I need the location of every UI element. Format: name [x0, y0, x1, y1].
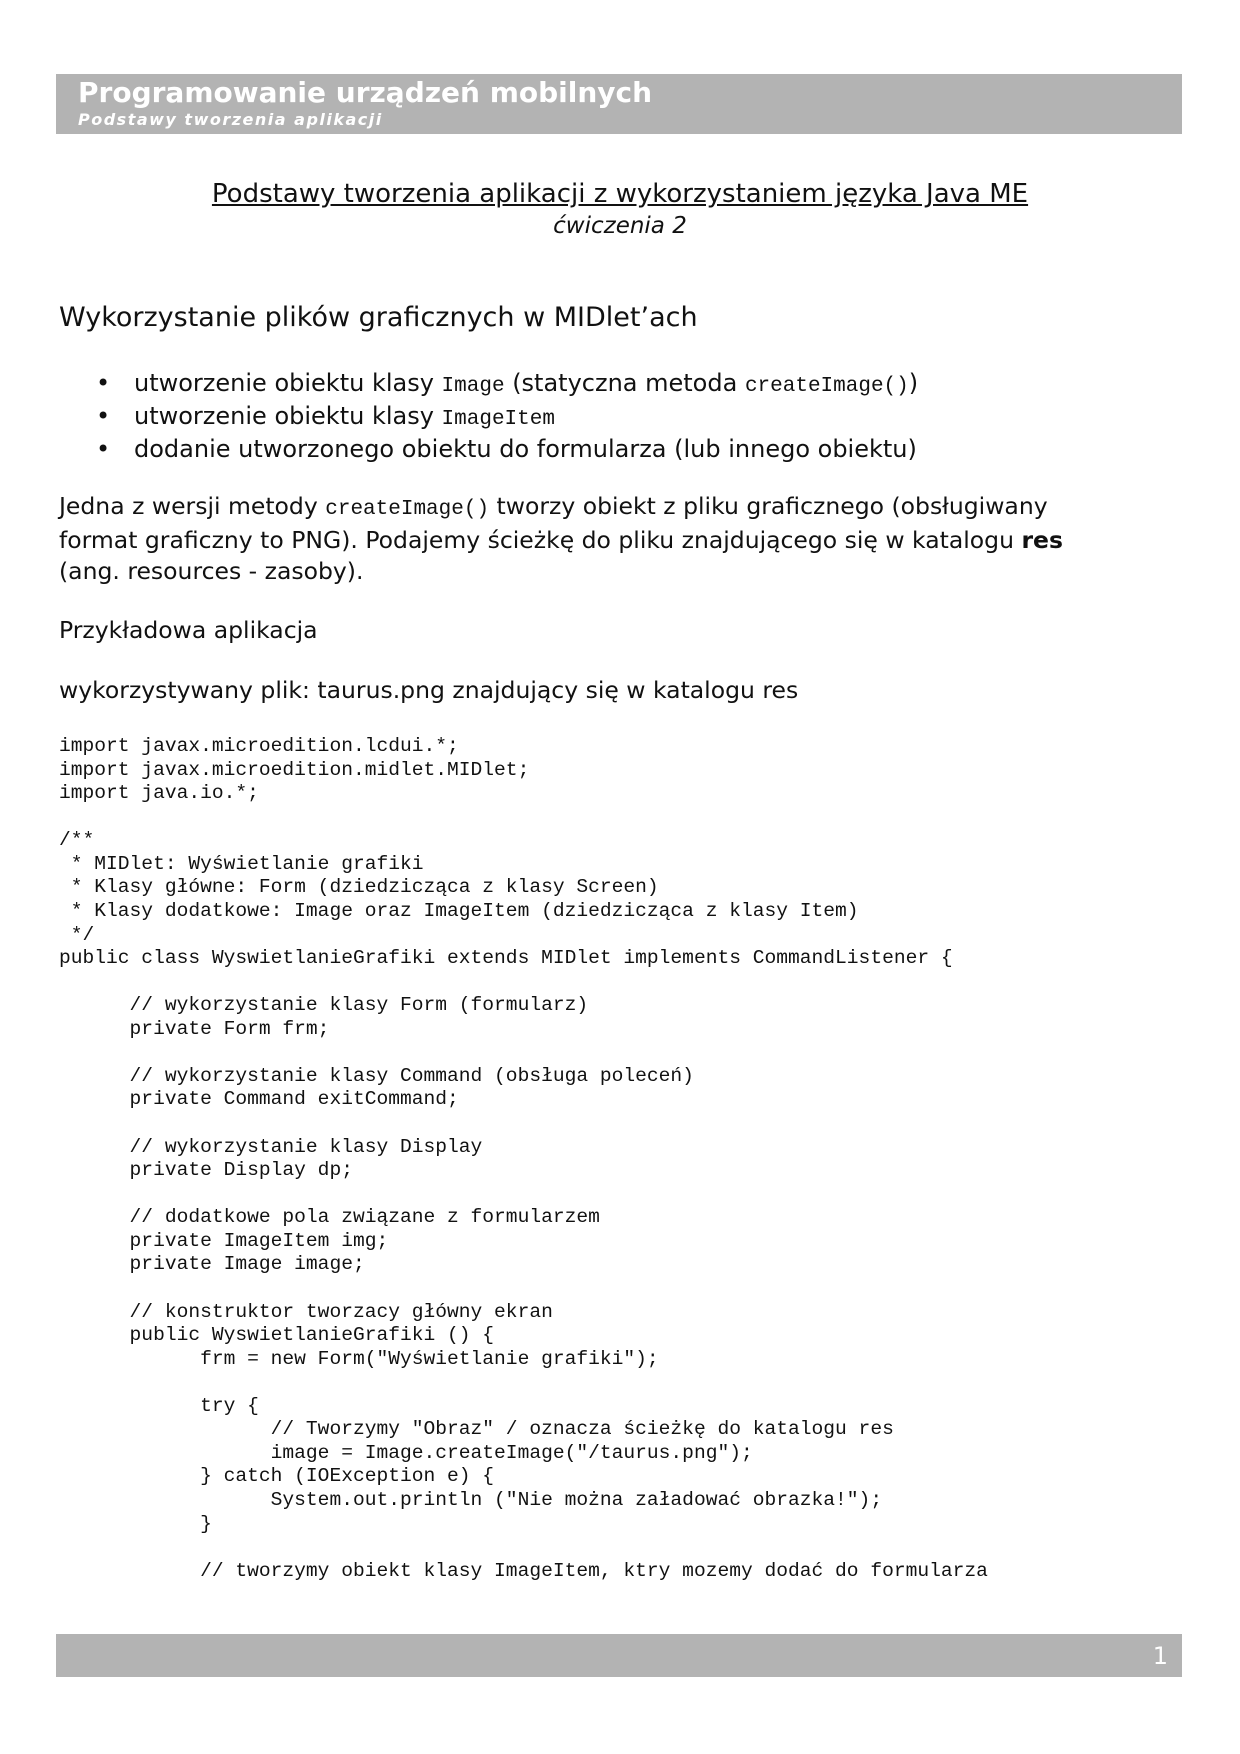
- code-line: */: [59, 923, 95, 946]
- inline-code: createImage(): [744, 375, 909, 398]
- code-line: System.out.println ("Nie można załadować obrazka!");: [59, 1489, 883, 1511]
- code-line: // wykorzystanie klasy Form (formularz): [59, 994, 589, 1017]
- code-line: image = Image.createImage("/taurus.png");: [59, 1441, 753, 1464]
- code-line: [59, 1183, 988, 1207]
- text: Jedna z wersji metody: [59, 492, 326, 520]
- code-line: import javax.microedition.midlet.MIDlet;: [59, 758, 530, 781]
- code-line: // tworzymy obiekt klasy ImageItem, ktry mozemy dodać do formularza: [59, 1559, 988, 1582]
- example-label: Przykładowa aplikacja: [59, 616, 318, 644]
- bullet-icon: •: [96, 369, 111, 397]
- document-subtitle: ćwiczenia 2: [553, 213, 687, 239]
- bullet-text: ): [908, 369, 919, 397]
- inline-code: Image: [441, 375, 505, 398]
- page-footer-band: [56, 1634, 1182, 1677]
- text: format graficzny to PNG). Podajemy ścieżkę do pliku znajdującego się w katalogu: [59, 526, 1022, 554]
- code-line: } catch (IOException e) {: [59, 1465, 495, 1488]
- code-line: * MIDlet: Wyświetlanie grafiki: [59, 852, 424, 875]
- code-line: private Form frm;: [59, 1017, 330, 1040]
- paragraph-line: (ang. resources - zasoby).: [59, 557, 364, 585]
- bullet-text: utworzenie obiektu klasy: [134, 369, 442, 397]
- code-line: [59, 1041, 988, 1065]
- code-line: private Command exitCommand;: [59, 1088, 459, 1111]
- code-line: public WyswietlanieGrafiki () {: [59, 1324, 495, 1347]
- code-line: [59, 1371, 988, 1395]
- page-number: 1: [1152, 1642, 1168, 1670]
- code-line: // wykorzystanie klasy Display: [59, 1135, 483, 1158]
- code-line: private Display dp;: [59, 1159, 353, 1182]
- section-heading: Wykorzystanie plików graficznych w MIDlet’ach: [59, 302, 698, 333]
- bullet-icon: •: [96, 435, 111, 463]
- code-line: // dodatkowe pola związane z formularzem: [59, 1206, 600, 1229]
- code-line: // Tworzymy "Obraz" / oznacza ścieżkę do katalogu res: [59, 1418, 894, 1441]
- code-line: [59, 1112, 988, 1136]
- paragraph-line: [59, 492, 1048, 521]
- code-line: * Klasy dodatkowe: Image oraz ImageItem (dziedzicząca z klasy Item): [59, 899, 859, 922]
- code-line: private Image image;: [59, 1253, 365, 1276]
- code-line: * Klasy główne: Form (dziedzicząca z klasy Screen): [59, 876, 659, 899]
- code-line: public class WyswietlanieGrafiki extends MIDlet implements CommandListener {: [59, 947, 953, 970]
- bullet-item: [96, 402, 555, 431]
- code-line: }: [59, 1512, 212, 1535]
- code-line: // konstruktor tworzacy główny ekran: [59, 1300, 553, 1323]
- bold-text: res: [1021, 526, 1063, 554]
- header-subtitle: Podstawy tworzenia aplikacji: [78, 110, 383, 129]
- code-line: [59, 1536, 988, 1560]
- bullet-text: utworzenie obiektu klasy: [134, 402, 442, 430]
- bullet-text: dodanie utworzonego obiektu do formularza (lub innego obiektu): [134, 435, 917, 463]
- code-line: import javax.microedition.lcdui.*;: [59, 735, 459, 757]
- text: tworzy obiekt z pliku graficznego (obsługiwany: [489, 492, 1048, 520]
- file-label: wykorzystywany plik: taurus.png znajdujący się w katalogu res: [59, 676, 799, 704]
- code-line: /**: [59, 829, 95, 852]
- bullet-icon: •: [96, 402, 111, 430]
- bullet-item: [96, 369, 918, 398]
- code-line: private ImageItem img;: [59, 1229, 389, 1252]
- header-title: Programowanie urządzeń mobilnych: [78, 76, 653, 109]
- page-header-band: [56, 74, 1182, 134]
- code-line: [59, 971, 988, 995]
- code-line: import java.io.*;: [59, 782, 259, 805]
- inline-code: createImage(): [325, 498, 490, 521]
- code-line: // wykorzystanie klasy Command (obsługa poleceń): [59, 1064, 694, 1087]
- code-line: try {: [59, 1394, 259, 1417]
- code-line: [59, 1277, 988, 1301]
- document-title: Podstawy tworzenia aplikacji z wykorzystaniem języka Java ME: [211, 179, 1029, 209]
- paragraph-line: [59, 526, 1063, 554]
- code-listing: [59, 735, 988, 1583]
- inline-code: ImageItem: [441, 408, 555, 431]
- bullet-item: [96, 435, 917, 463]
- bullet-text: (statyczna metoda: [504, 369, 745, 397]
- code-line: [59, 806, 988, 830]
- code-line: frm = new Form("Wyświetlanie grafiki");: [59, 1347, 659, 1370]
